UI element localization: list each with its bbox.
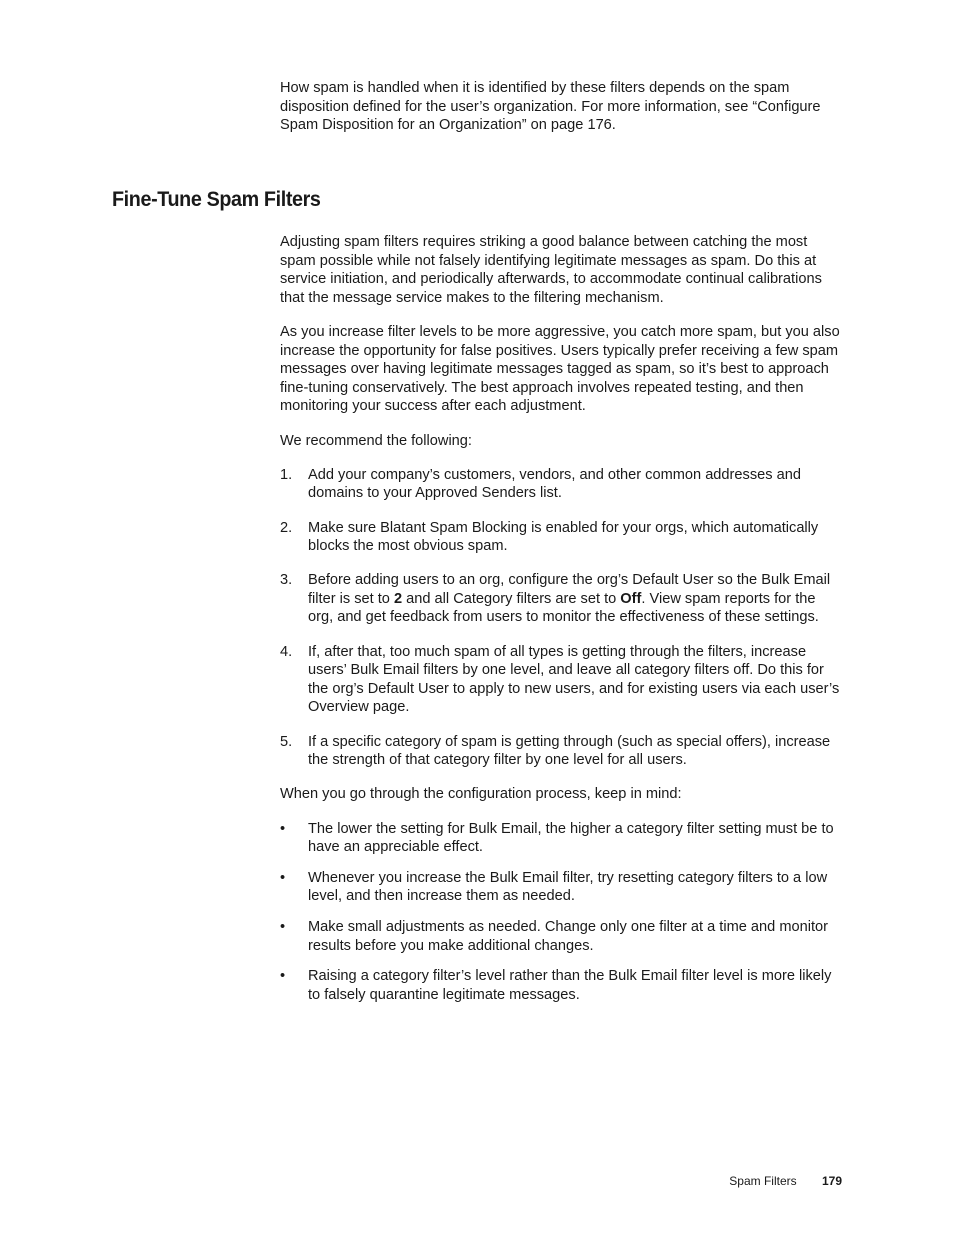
tips-list <box>280 820 842 1005</box>
list-item-text: Add your company’s customers, vendors, and other common addresses and domains to your Approved Senders list. <box>308 466 801 502</box>
paragraph: As you increase filter levels to be more aggressive, you catch more spam, but you also increase the opportunity for false positives. Users typically prefer receiving a few spam messages over having legitimate messages tagged as spam, so it’s best to approach fine-tuning conservatively. The best approach involves repeated testing, and then monitoring your success after each adjustment. <box>280 323 840 415</box>
list-item-text: Make sure Blatant Spam Blocking is enabled for your orgs, which automatically blocks the most obvious spam. <box>308 519 819 555</box>
list-number: 2. <box>280 519 293 536</box>
list-item <box>280 967 842 1004</box>
list-item <box>280 643 842 717</box>
list-item <box>280 571 842 627</box>
text-run: . View spam reports for the org, and get feedback from users to monitor the effectiveness of these settings. <box>308 590 819 626</box>
paragraph: Adjusting spam filters requires striking a good balance between catching the most spam possible while not falsely identifying legitimate messages as spam. Do this at service initiation, and periodically afterwards, to accommodate continual calibrations that the message service makes to the filtering mechanism. <box>280 234 822 306</box>
section-body <box>280 233 842 1016</box>
bullet-icon: • <box>280 918 286 935</box>
list-item <box>280 466 842 503</box>
paragraph: We recommend the following: <box>280 432 472 449</box>
text-run: Before adding users to an org, configure the org’s Default User so the Bulk Email filter is set to <box>308 572 831 607</box>
bullet-icon: • <box>280 869 286 886</box>
list-number: 4. <box>280 643 293 660</box>
list-number: 3. <box>280 572 293 589</box>
list-item <box>280 733 842 770</box>
list-item <box>280 820 842 857</box>
paragraph: When you go through the configuration process, keep in mind: <box>280 786 682 803</box>
intro-paragraph: How spam is handled when it is identified by these filters depends on the spam disposition defined for the user’s organization. For more information, see “Configure Spam Disposition for an Organization” on page 176. <box>280 80 821 134</box>
bold-value: 2 <box>393 590 403 607</box>
section-heading: Fine-Tune Spam Filters <box>112 188 321 211</box>
page-footer <box>729 1174 842 1189</box>
list-number: 5. <box>280 733 293 750</box>
list-item-text: The lower the setting for Bulk Email, the higher a category filter setting must be to have an appreciable effect. <box>308 820 834 856</box>
list-item-text: Make small adjustments as needed. Change only one filter at a time and monitor results before you make additional changes. <box>308 918 828 954</box>
list-item <box>280 519 842 556</box>
recommendation-list <box>280 466 842 770</box>
list-item-text: If a specific category of spam is getting through (such as special offers), increase the strength of that category filter by one level for all users. <box>308 733 831 769</box>
text-run: and all Category filters are set to <box>402 590 621 607</box>
list-number: 1. <box>280 466 293 483</box>
list-item-text: Whenever you increase the Bulk Email filter, try resetting category filters to a low level, and then increase them as needed. <box>308 869 828 905</box>
list-item-text: Raising a category filter’s level rather than the Bulk Email filter level is more likely to falsely quarantine legitimate messages. <box>308 968 832 1003</box>
list-item <box>280 869 842 906</box>
footer-section-title: Spam Filters <box>729 1174 797 1188</box>
bullet-icon: • <box>280 968 286 985</box>
list-item-text <box>308 572 830 625</box>
page-number: 179 <box>821 1174 842 1188</box>
bullet-icon: • <box>280 820 286 837</box>
list-item <box>280 918 842 955</box>
bold-value: Off <box>620 590 642 607</box>
list-item-text: If, after that, too much spam of all types is getting through the filters, increase users’ Bulk Email filters by one level, and leave all category filters off. Do this for the org’s Default User to apply to new users, and for existing users via each user’s Overview page. <box>308 643 840 716</box>
